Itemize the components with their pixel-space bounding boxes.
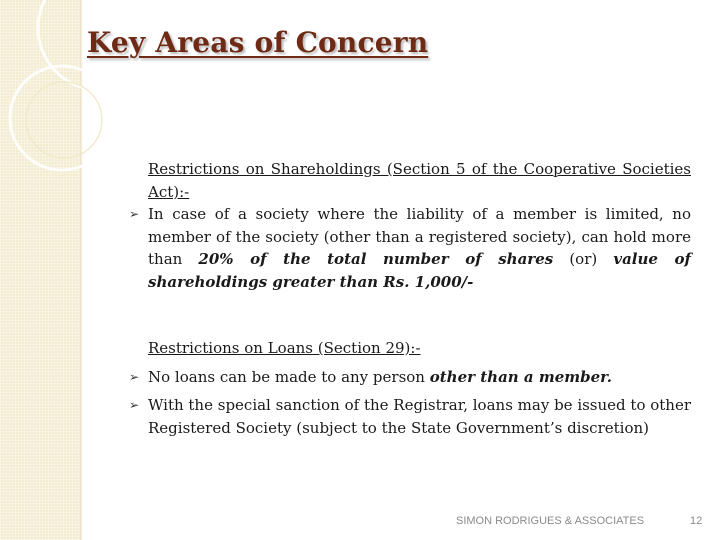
- arrow-bullet-icon: ➢: [129, 398, 140, 412]
- section-heading-loans: Restrictions on Loans (Section 29):-: [148, 339, 421, 357]
- list-item: ➢ With the special sanction of the Registrar, loans may be issued to other Registered Society (subject to the State Government’s discretion): [129, 396, 692, 437]
- slide-number: 12: [690, 515, 703, 527]
- footer-organization: SIMON RODRIGUES & ASSOCIATES: [456, 515, 645, 527]
- section-shareholdings: [129, 158, 691, 293]
- section-loans: [129, 337, 692, 439]
- list-item: ➢ No loans can be made to any person other than a member.: [148, 366, 691, 389]
- section-heading-shareholdings: Restrictions on Shareholdings (Section 5 of the Cooperative Societies Act):-: [148, 160, 691, 201]
- arrow-bullet-icon: ➢: [129, 207, 140, 221]
- list-item: ➢ In case of a society where the liability of a member is limited, no member of the society (other than a registered society), can hold more than 20% of the total number of shares (or) value of shareholdings greater than Rs. 1,000/-: [129, 205, 691, 291]
- arrow-bullet-icon: ➢: [129, 369, 140, 384]
- slide-title: Key Areas of Concern: [87, 26, 429, 59]
